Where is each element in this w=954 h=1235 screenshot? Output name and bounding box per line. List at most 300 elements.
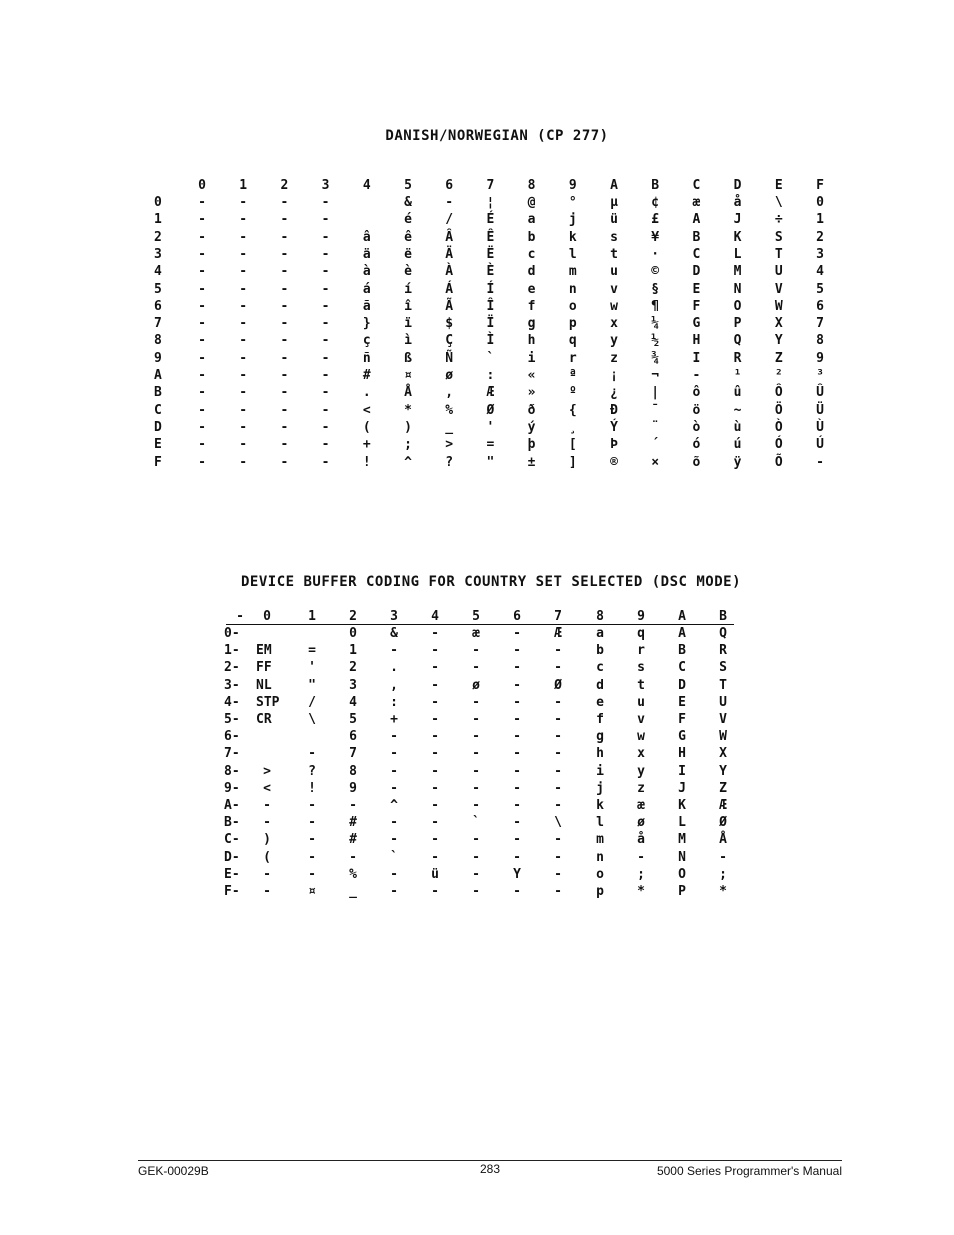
table1-cell: z (610, 350, 618, 366)
table2-cell: Æ (719, 798, 727, 813)
table2-cell: - (472, 798, 480, 813)
table1-cell: - (198, 419, 206, 435)
table1-cell: Á (445, 281, 454, 297)
table2-cell: - (554, 849, 562, 865)
table2-cell: - (431, 780, 439, 796)
table1-cell: Ì (486, 333, 495, 349)
table1-col-header: 0 (198, 178, 206, 193)
table1-cell: ´ (651, 437, 660, 453)
table1-cell: : (486, 368, 495, 383)
table1-cell: . (362, 385, 371, 401)
table2-col-header: 1 (308, 609, 316, 624)
table1-cell: - (198, 454, 206, 470)
table2-cell: S (719, 660, 727, 676)
table2-row-header: 3- (224, 677, 240, 693)
table1-col-header: 9 (568, 178, 577, 193)
table1-cell: ¬ (651, 368, 660, 383)
table1-row-header: 7 (154, 316, 162, 332)
table2-cell: - (431, 660, 439, 676)
table2-row-header: A- (224, 798, 240, 813)
table1-cell: Õ (774, 454, 783, 470)
table1-cell: £ (651, 212, 660, 228)
table2-cell: x (637, 746, 645, 762)
table1-cell: ¯ (651, 402, 660, 418)
table2-cell: - (431, 746, 439, 762)
table1-cell: - (816, 454, 824, 470)
table1-cell: ð (527, 402, 536, 418)
table2-cell: k (596, 798, 604, 813)
table2-cell: & (390, 626, 398, 641)
table1-col-header: 4 (362, 178, 371, 193)
table2-cell: - (513, 798, 521, 813)
table1-cell: ¼ (651, 316, 660, 332)
table1-cell: y (610, 333, 618, 349)
table1-cell: - (239, 316, 248, 332)
table1-cell: Ò (774, 419, 783, 435)
table2-cell: - (308, 849, 316, 865)
table2-cell: - (431, 643, 439, 659)
table2-cell: - (472, 729, 480, 745)
table1-cell: - (198, 229, 206, 245)
table1-cell: ¡ (610, 368, 618, 383)
table2-cell: - (472, 746, 480, 762)
table1-cell: Y (774, 333, 783, 349)
table2-cell: - (513, 849, 521, 865)
table2-row-header: F- (224, 884, 240, 899)
table1-cell: - (692, 368, 701, 383)
table1-cell: ) (404, 419, 412, 435)
table1-cell: k (568, 229, 577, 245)
table2-cell: - (390, 780, 398, 796)
table1-cell: g (527, 316, 536, 332)
table2-cell: STP (256, 694, 280, 710)
table2-cell: - (431, 798, 439, 813)
table1-cell: - (198, 402, 206, 418)
table1-cell: $ (445, 316, 454, 332)
table1-cell: ½ (651, 333, 660, 349)
table1-cell: A (692, 212, 701, 228)
table1-cell: - (445, 195, 454, 210)
table2-cell: p (596, 884, 604, 899)
table1-cell: ( (362, 419, 371, 435)
table2-cell: 0 (349, 626, 357, 641)
table1-cell: ç (362, 333, 371, 349)
table1-cell: ~ (733, 402, 742, 418)
table2-cell: - (637, 849, 645, 865)
table1-cell: 1 (816, 212, 824, 228)
table1-cell: U (774, 264, 783, 280)
table1-cell: 3 (816, 246, 824, 262)
table2-row-header: 9- (224, 780, 240, 796)
table1-cell: - (321, 402, 330, 418)
table1-cell: Ã (445, 298, 454, 314)
table1-cell: - (321, 333, 330, 349)
table1-cell: ß (404, 350, 412, 366)
table2-cell: I (678, 763, 686, 779)
table2-cell: % (349, 866, 357, 882)
table2-cell: - (308, 815, 316, 831)
table1-cell: - (280, 316, 289, 332)
table1-cell: o (568, 298, 577, 314)
table1-cell: v (610, 281, 618, 297)
table2-col-header: B (719, 609, 727, 624)
table1-cell: Â (445, 229, 454, 245)
table1-cell: - (239, 454, 248, 470)
table1-cell: _ (445, 419, 454, 435)
table2-cell: - (472, 643, 480, 659)
table1-cell: ÷ (774, 212, 783, 228)
table2-col-header: 2 (349, 609, 357, 624)
table2-cell: - (263, 884, 271, 899)
table1-cell: - (198, 195, 206, 210)
table1-cell: - (198, 368, 206, 383)
table1-cell: ã (362, 298, 371, 314)
table1-cell: Ù (816, 419, 824, 435)
table2-cell: L (678, 815, 686, 831)
table1-cell: Ö (774, 402, 783, 418)
table1-cell: õ (692, 454, 701, 470)
table2-row-header: D- (224, 849, 240, 865)
table1-title: DANISH/NORWEGIAN (CP 277) (385, 128, 609, 144)
table2-cell: å (637, 832, 645, 848)
table2-cell: - (390, 815, 398, 831)
table1-cell: Ë (486, 246, 495, 262)
table2-cell: - (513, 660, 521, 676)
table1-cell: Ó (774, 437, 783, 453)
table1-cell: % (445, 402, 454, 418)
table1-cell: - (280, 437, 289, 453)
table2-cell: - (554, 712, 562, 727)
table2-cell: r (637, 643, 645, 659)
table2-cell: i (596, 763, 604, 779)
table1-cell: - (280, 246, 289, 262)
table2-cell: - (513, 626, 521, 641)
table2-cell: - (513, 729, 521, 745)
table1-cell: é (404, 212, 412, 228)
table2-cell: ` (472, 815, 480, 831)
table1-cell: - (239, 298, 248, 314)
table2-cell: ; (719, 866, 727, 882)
table2-cell: ! (308, 780, 316, 796)
table1-cell: L (733, 246, 742, 262)
table1-cell: P (733, 316, 742, 332)
table1-cell: ² (774, 368, 783, 383)
table1-cell: ø (445, 368, 454, 383)
table1-cell: 9 (816, 350, 824, 366)
table2-cell: s (637, 660, 645, 676)
table1-cell: ñ (362, 350, 371, 366)
table1-cell: ÿ (733, 454, 742, 470)
table1-cell: - (280, 333, 289, 349)
table2-cell: ( (263, 849, 271, 865)
table1-cell: ] (568, 454, 577, 470)
table2-cell: - (431, 729, 439, 745)
table1-cell: 8 (816, 333, 824, 349)
table1-cell: × (651, 454, 660, 470)
table2-cell: u (637, 694, 645, 710)
table1-cell: ë (404, 246, 412, 262)
table2-cell: ^ (390, 798, 398, 813)
table2-cell: # (349, 815, 357, 831)
table1-cell: ï (404, 316, 412, 332)
table2-cell: - (472, 660, 480, 676)
table2-cell: 2 (349, 660, 357, 676)
table1-col-header: 1 (239, 178, 248, 193)
table1-cell: a (527, 212, 536, 228)
table2-cell: = (308, 643, 316, 659)
table2-cell: C (678, 660, 686, 676)
table1-row-header: 1 (154, 212, 162, 228)
table2-row-header: 0- (224, 626, 240, 641)
table2-cell: c (596, 660, 604, 676)
table1-cell: - (280, 350, 289, 366)
table2-cell: Å (719, 832, 727, 848)
table1-cell: D (692, 264, 701, 280)
table2-cell: - (554, 729, 562, 745)
table1-cell: - (198, 264, 206, 280)
table1-col-header: 8 (527, 178, 536, 193)
table2-cell: w (637, 729, 645, 745)
table2-row-header: 7- (224, 746, 240, 762)
table2-cell: * (719, 884, 727, 899)
table1-cell: - (321, 229, 330, 245)
table1-cell: à (362, 264, 371, 280)
table1-cell: R (733, 350, 742, 366)
table2-cell: v (637, 712, 645, 727)
table2-cell: - (390, 746, 398, 762)
table2-cell: T (719, 677, 727, 693)
table2-row-header: 5- (224, 712, 240, 727)
table1-col-header: 5 (404, 178, 412, 193)
table1-col-header: F (816, 178, 824, 193)
table1-cell: G (692, 316, 701, 332)
table1-col-header: 2 (280, 178, 289, 193)
table1-cell: m (568, 264, 577, 280)
table1-cell: 5 (816, 281, 824, 297)
table1-col-header: 7 (486, 178, 495, 193)
table2-cell: N (678, 849, 686, 865)
table1-cell: - (280, 419, 289, 435)
table2-col-header: 8 (596, 609, 604, 624)
table2-cell: NL (256, 677, 272, 693)
table1-cell: ; (404, 437, 412, 453)
table1-cell: X (774, 316, 783, 332)
table2-corner: - (236, 609, 244, 624)
table2-row-header: 2- (224, 660, 240, 676)
table2-cell: 3 (349, 677, 357, 693)
table2-cell: - (554, 694, 562, 710)
table2-cell: - (513, 780, 521, 796)
table1-cell: b (527, 229, 536, 245)
table2-cell: 1 (349, 643, 357, 659)
table1-cell: } (362, 316, 371, 332)
table1-cell: - (280, 229, 289, 245)
table1-cell: s (610, 229, 618, 245)
table2-cell: ø (637, 815, 645, 831)
table1-cell: | (651, 385, 660, 401)
table2-cell: - (308, 746, 316, 762)
table1-cell: ¢ (651, 195, 660, 210)
table2-cell: e (596, 694, 604, 710)
table1-cell: N (733, 281, 742, 297)
table2-cell: y (637, 763, 645, 779)
table1-cell: E (692, 281, 701, 297)
table1-cell: ì (404, 333, 412, 349)
table1-cell: \ (774, 195, 783, 210)
table2-cell: B (678, 643, 686, 659)
table2-cell: A (678, 626, 686, 641)
table1-col-header: D (733, 178, 742, 193)
table1-cell: C (692, 246, 701, 262)
table2-cell: # (349, 832, 357, 848)
table2-cell: - (431, 884, 439, 899)
table2-cell: - (472, 849, 480, 865)
table2-cell: - (263, 866, 271, 882)
table1-row-header: C (154, 402, 162, 418)
table1-cell: - (280, 212, 289, 228)
table1-cell: ¦ (486, 195, 495, 210)
table2-cell: f (596, 712, 604, 727)
table2-col-header: A (678, 609, 686, 624)
table1-cell: - (321, 246, 330, 262)
table2-cell: ) (263, 832, 271, 848)
table2-cell: g (596, 729, 604, 745)
table2-cell: + (390, 712, 398, 727)
table1-cell: 4 (816, 264, 824, 280)
table2-cell: - (431, 712, 439, 727)
table2-cell: - (554, 780, 562, 796)
table1-cell: # (362, 368, 371, 383)
table1-cell: & (404, 195, 412, 210)
table2-cell: > (263, 763, 271, 779)
table1-row-header: 8 (154, 333, 162, 349)
table1-row-header: 0 (154, 195, 162, 210)
table1-cell: ± (527, 454, 536, 470)
table1-cell: ¹ (733, 368, 742, 383)
table1-cell: ¿ (610, 385, 618, 401)
table1-cell: ^ (404, 454, 412, 470)
table1-cell: / (445, 212, 454, 228)
table1-cell: - (321, 281, 330, 297)
table1-cell: 2 (816, 229, 824, 245)
table1-cell: - (198, 212, 206, 228)
footer-rule (138, 1160, 842, 1161)
table1-cell: , (445, 385, 454, 401)
table2-cell: J (678, 780, 686, 796)
table2-cell: - (431, 677, 439, 693)
footer-doc-id: GEK-00029B (138, 1164, 209, 1178)
table1-cell: c (527, 246, 536, 262)
table2-cell: - (472, 832, 480, 848)
table1-cell: f (527, 298, 536, 314)
table2-cell: P (678, 884, 686, 899)
table2-cell: - (390, 763, 398, 779)
table1-cell: M (733, 264, 742, 280)
table2-cell: - (472, 780, 480, 796)
table2-cell: - (390, 866, 398, 882)
table1-cell: - (239, 281, 248, 297)
table2-cell: - (513, 746, 521, 762)
table2-cell: Ø (719, 815, 727, 831)
table1-cell: É (486, 212, 495, 228)
table1-cell: í (404, 281, 412, 297)
table2-cell: / (308, 694, 316, 710)
table1-cell: è (404, 264, 412, 280)
table1-cell: - (239, 402, 248, 418)
table1-cell: » (527, 385, 536, 401)
table2-cell: X (719, 746, 727, 762)
table1-row-header: E (154, 437, 162, 453)
table2-row-header: 8- (224, 763, 240, 779)
table1-cell: - (239, 437, 248, 453)
table2-cell: - (472, 694, 480, 710)
table2-cell: h (596, 746, 604, 762)
table2-cell: - (431, 694, 439, 710)
table1-cell: - (239, 229, 248, 245)
table1-cell: Å (404, 385, 412, 401)
table1-cell: ! (362, 454, 371, 470)
table1-col-header: E (774, 178, 783, 193)
table1-cell: i (527, 350, 536, 366)
table2-cell: E (678, 694, 686, 710)
table1-row-header: A (154, 368, 162, 383)
table2-cell: - (554, 643, 562, 659)
table2-cell: O (678, 866, 686, 882)
table1-cell: Ê (486, 229, 495, 245)
table2-cell: - (513, 832, 521, 848)
table1-cell: ¤ (404, 368, 412, 383)
table1-cell: ? (445, 454, 454, 470)
table1-cell: - (280, 385, 289, 401)
table1-cell: Ä (445, 246, 454, 262)
table2-row-header: B- (224, 815, 240, 831)
table1-cell: - (280, 264, 289, 280)
table1-cell: û (733, 385, 742, 401)
table1-cell: j (568, 212, 577, 228)
table1-cell: @ (527, 195, 536, 210)
table2-cell: D (678, 677, 686, 693)
table2-cell: - (431, 815, 439, 831)
table2-cell: n (596, 849, 604, 865)
table1-cell: - (321, 419, 330, 435)
table1-cell: T (774, 246, 783, 262)
table2-cell: \ (308, 712, 316, 727)
table1-cell: º (568, 385, 577, 401)
table2-cell: - (431, 763, 439, 779)
table1-cell: ê (404, 229, 412, 245)
table2-row-header: 4- (224, 694, 240, 710)
table2-cell: z (637, 780, 645, 796)
table1-cell: ' (486, 419, 495, 435)
table2-cell: K (678, 798, 686, 813)
table2-cell: a (596, 626, 604, 641)
table1-cell: - (321, 437, 330, 453)
table1-cell: O (733, 298, 742, 314)
table1-cell: x (610, 316, 618, 332)
table1-cell: Ô (774, 385, 783, 401)
table2-cell: ` (390, 849, 398, 865)
table1-row-header: 4 (154, 264, 162, 280)
table1-cell: " (486, 454, 495, 470)
footer-page-number: 283 (480, 1162, 501, 1176)
table1-cell: ¸ (568, 419, 577, 435)
table2-cell: - (719, 849, 727, 865)
table2-cell: - (513, 815, 521, 831)
table2-cell: 7 (349, 746, 357, 762)
table1-cell: * (404, 402, 412, 418)
table1-cell: ô (692, 385, 701, 401)
table2-cell: < (263, 780, 271, 796)
